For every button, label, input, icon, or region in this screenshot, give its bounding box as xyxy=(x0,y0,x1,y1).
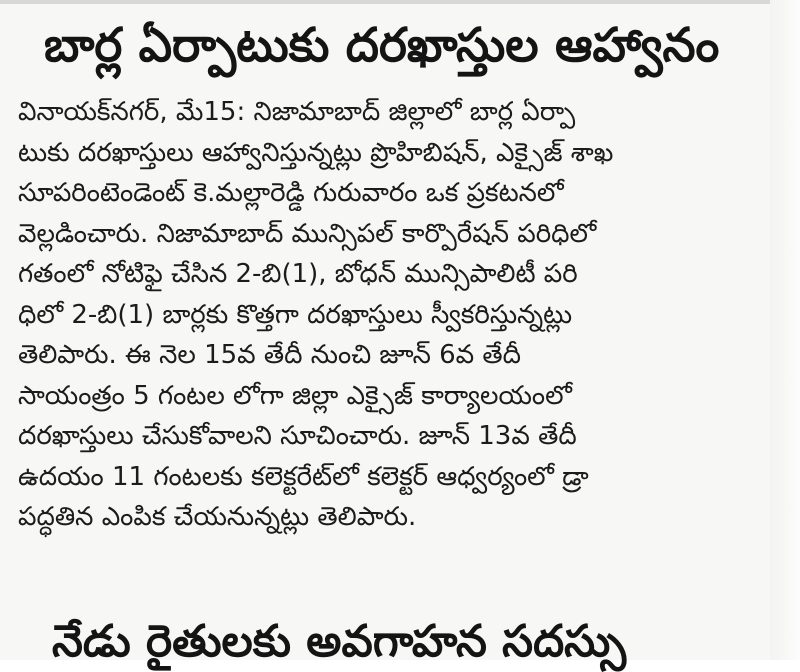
article-line: ఉదయం 11 గంటలకు కలెక్టరేట్‌లో కలెక్టర్ ఆధ్వర్యంలో డ్రా xyxy=(18,461,589,492)
article-line: సాయంత్రం 5 గంటల లోగా జిల్లా ఎక్సైజ్ కార్యాలయంలో xyxy=(18,380,572,411)
top-rule xyxy=(0,0,770,4)
article-line: సూపరింటెండెంట్ కె.మల్లారెడ్డి గురువారం ఒక ప్రకటనలో xyxy=(18,178,564,208)
article-line: గతంలో నోటిఫై చేసిన 2-బి(1), బోధన్ మున్సిపాలిటీ పరి xyxy=(18,259,578,289)
next-article-headline: నేడు రైతులకు అవగాహన సదస్సు xyxy=(52,616,627,667)
article-headline: బార్ల ఏర్పాటుకు దరఖాస్తుల ఆహ్వానం xyxy=(44,18,720,73)
article-line: వినాయక్‌నగర్, మే15: నిజామాబాద్ జిల్లాలో బార్ల ఏర్పా xyxy=(18,97,576,127)
article-line: ధిలో 2-బి(1) బార్లకు కొత్తగా దరఖాస్తులు స్వీకరిస్తున్నట్లు xyxy=(18,299,573,330)
article-line: దరఖాస్తులు చేసుకోవాలని సూచించారు. జూన్ 13వ తేదీ xyxy=(18,421,577,451)
page-edge xyxy=(770,0,800,660)
article-line: వెల్లడించారు. నిజామాబాద్ మున్సిపల్ కార్పొరేషన్ పరిధిలో xyxy=(18,218,597,249)
article-line: తెలిపారు. ఈ నెల 15వ తేదీ నుంచి జూన్ 6వ తేదీ xyxy=(18,340,522,370)
article-body xyxy=(18,92,758,538)
article-line: పద్ధతిన ఎంపిక చేయనున్నట్లు తెలిపారు. xyxy=(18,502,417,532)
article-line: టుకు దరఖాస్తులు ఆహ్వానిస్తున్నట్లు ప్రొహిబిషన్, ఎక్సైజ్ శాఖ xyxy=(18,137,614,168)
